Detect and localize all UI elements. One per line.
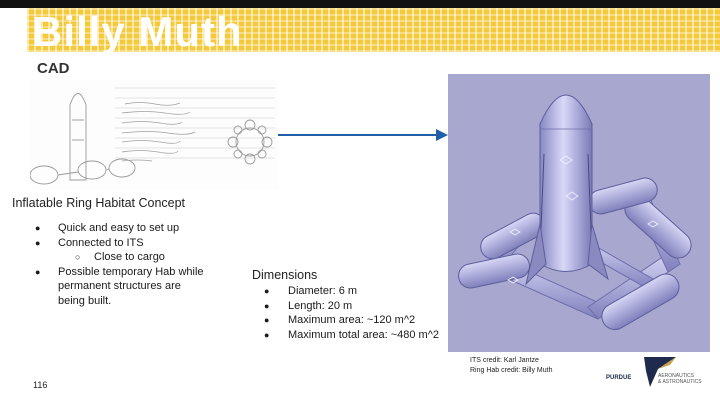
dimensions-list <box>264 284 444 342</box>
slide-subtitle: CAD <box>37 60 70 77</box>
dimension-item: ● Length: 20 m <box>264 299 444 314</box>
logo-subtitle <box>658 373 702 385</box>
concept-bullet: ● Quick and easy to set up <box>35 221 205 236</box>
right-arrow-icon <box>278 127 448 143</box>
logo-name: PURDUE <box>606 375 632 381</box>
dimension-item: ● Maximum area: ~120 m^2 <box>264 313 444 328</box>
slide-title: Billy Muth <box>32 8 243 55</box>
dimension-item: ● Diameter: 6 m <box>264 284 444 299</box>
logo-subtitle-line: & ASTRONAUTICS <box>658 379 702 385</box>
slide-number: 116 <box>33 380 48 390</box>
concept-sketch-image <box>30 80 278 190</box>
dimensions-title: Dimensions <box>252 268 318 282</box>
concept-sub-bullet: ○ Close to cargo <box>58 250 205 265</box>
dimension-item: ● Maximum total area: ~480 m^2 <box>264 328 444 343</box>
concept-bullet <box>35 236 205 265</box>
concept-bullet-text: Connected to ITS <box>58 236 144 249</box>
image-credits <box>470 356 552 376</box>
credit-line-its: ITS credit: Karl Jantze <box>470 357 539 364</box>
cad-render-image <box>448 74 710 352</box>
concept-bullet: ● Possible temporary Hab while permanent structures are being built. <box>35 265 205 309</box>
top-bar <box>0 0 720 8</box>
concept-bullet-list <box>35 221 205 308</box>
credit-line-hab: Ring Hab credit: Billy Muth <box>470 367 553 374</box>
logo-subtitle-line: AERONAUTICS <box>658 373 695 379</box>
concept-caption: Inflatable Ring Habitat Concept <box>12 196 186 210</box>
